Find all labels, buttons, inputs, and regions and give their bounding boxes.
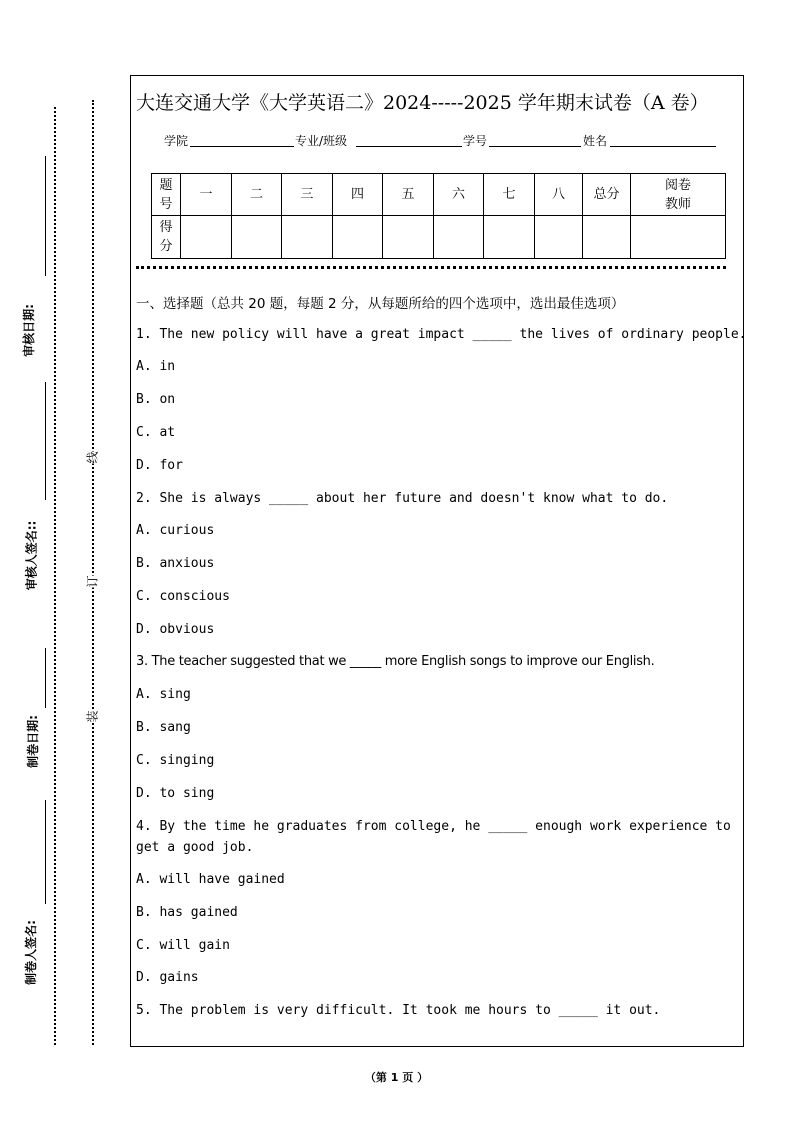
college-label: 学院 <box>164 134 189 148</box>
question-2-option-b[interactable]: B. anxious <box>136 556 215 571</box>
score-cell-8[interactable] <box>535 216 583 259</box>
score-cell-7[interactable] <box>484 216 535 259</box>
question-1-stem: 1. The new policy will have a great impact _____ the lives of ordinary people. <box>136 327 747 342</box>
score-cell-5[interactable] <box>383 216 434 259</box>
question-4-stem: 4. By the time he graduates from college, he _____ enough work experience to get a good job. <box>136 819 731 855</box>
student-id-input-line[interactable] <box>489 146 581 147</box>
major-input-line[interactable] <box>356 146 462 147</box>
question-2-option-a[interactable]: A. curious <box>136 523 215 538</box>
question-3-option-d[interactable]: D. to sing <box>136 786 215 801</box>
question-4-option-b[interactable]: B. has gained <box>136 905 238 920</box>
score-table-row2-label: 得 分 <box>152 216 181 259</box>
major-label: 专业/班级 <box>295 134 348 148</box>
section-heading: 一、选择题（总共 20 题，每题 2 分，从每题所给的四个选项中，选出最佳选项） <box>136 296 625 312</box>
score-cell-4[interactable] <box>333 216 383 259</box>
score-table-col-8: 八 <box>535 174 583 216</box>
question-5-stem: 5. The problem is very difficult. It took me hours to _____ it out. <box>136 1003 661 1018</box>
student-id-label: 学号 <box>463 134 488 148</box>
question-1-option-a[interactable]: A. in <box>136 359 176 374</box>
score-cell-2[interactable] <box>232 216 282 259</box>
score-cell-6[interactable] <box>434 216 484 259</box>
score-cell-total[interactable] <box>583 216 631 259</box>
question-3-option-b[interactable]: B. sang <box>136 720 191 735</box>
question-3-option-a[interactable]: A. sing <box>136 687 191 702</box>
binding-dotted-line-outer <box>54 107 56 1045</box>
make-date-blank[interactable] <box>45 648 46 708</box>
question-2-option-d[interactable]: D. obvious <box>136 622 215 637</box>
score-cell-teacher[interactable] <box>631 216 726 259</box>
score-table-col-total: 总分 <box>583 174 631 216</box>
reviewer-sign-blank[interactable] <box>45 382 46 500</box>
question-3-option-c[interactable]: C. singing <box>136 753 215 768</box>
dotted-separator <box>136 266 726 269</box>
question-1-option-d[interactable]: D. for <box>136 458 183 473</box>
question-4-option-a[interactable]: A. will have gained <box>136 872 285 887</box>
score-table <box>151 173 726 259</box>
question-3-stem: 3. The teacher suggested that we _____ more English songs to improve our English. <box>136 654 655 669</box>
score-table-col-4: 四 <box>333 174 383 216</box>
binding-char-xian: 线 <box>82 451 103 463</box>
question-1-option-c[interactable]: C. at <box>136 425 176 440</box>
name-label: 姓名 <box>583 134 608 148</box>
score-table-col-2: 二 <box>232 174 282 216</box>
score-cell-3[interactable] <box>282 216 333 259</box>
binding-char-zhuang: 装 <box>82 710 103 722</box>
question-4-option-c[interactable]: C. will gain <box>136 938 230 953</box>
name-input-line[interactable] <box>610 146 716 147</box>
score-table-col-3: 三 <box>282 174 333 216</box>
binding-dotted-line-inner <box>92 100 94 1045</box>
college-input-line[interactable] <box>190 146 294 147</box>
question-1-option-b[interactable]: B. on <box>136 392 176 407</box>
reviewer-sign-label: 审核人签名:: <box>24 520 39 591</box>
score-cell-1[interactable] <box>181 216 232 259</box>
score-table-teacher-label: 阅卷 教师 <box>631 174 726 216</box>
maker-sign-label: 制卷人签名: <box>23 920 38 985</box>
page-number: （第 1 页 ） <box>364 1071 429 1084</box>
score-table-col-6: 六 <box>434 174 484 216</box>
question-2-option-c[interactable]: C. conscious <box>136 589 230 604</box>
question-4-option-d[interactable]: D. gains <box>136 970 199 985</box>
review-date-label: 审核日期: <box>21 304 36 357</box>
score-table-col-1: 一 <box>181 174 232 216</box>
question-2-stem: 2. She is always _____ about her future and doesn't know what to do. <box>136 491 669 506</box>
make-date-label: 制卷日期: <box>25 715 40 768</box>
maker-sign-blank[interactable] <box>45 800 46 904</box>
exam-title: 大连交通大学《大学英语二》2024-----2025 学年期末试卷（A 卷） <box>136 92 709 114</box>
score-table-col-7: 七 <box>484 174 535 216</box>
binding-char-ding: 订 <box>82 575 103 587</box>
review-date-blank[interactable] <box>45 156 46 276</box>
score-table-col-5: 五 <box>383 174 434 216</box>
score-table-row1-label: 题 号 <box>152 174 181 216</box>
